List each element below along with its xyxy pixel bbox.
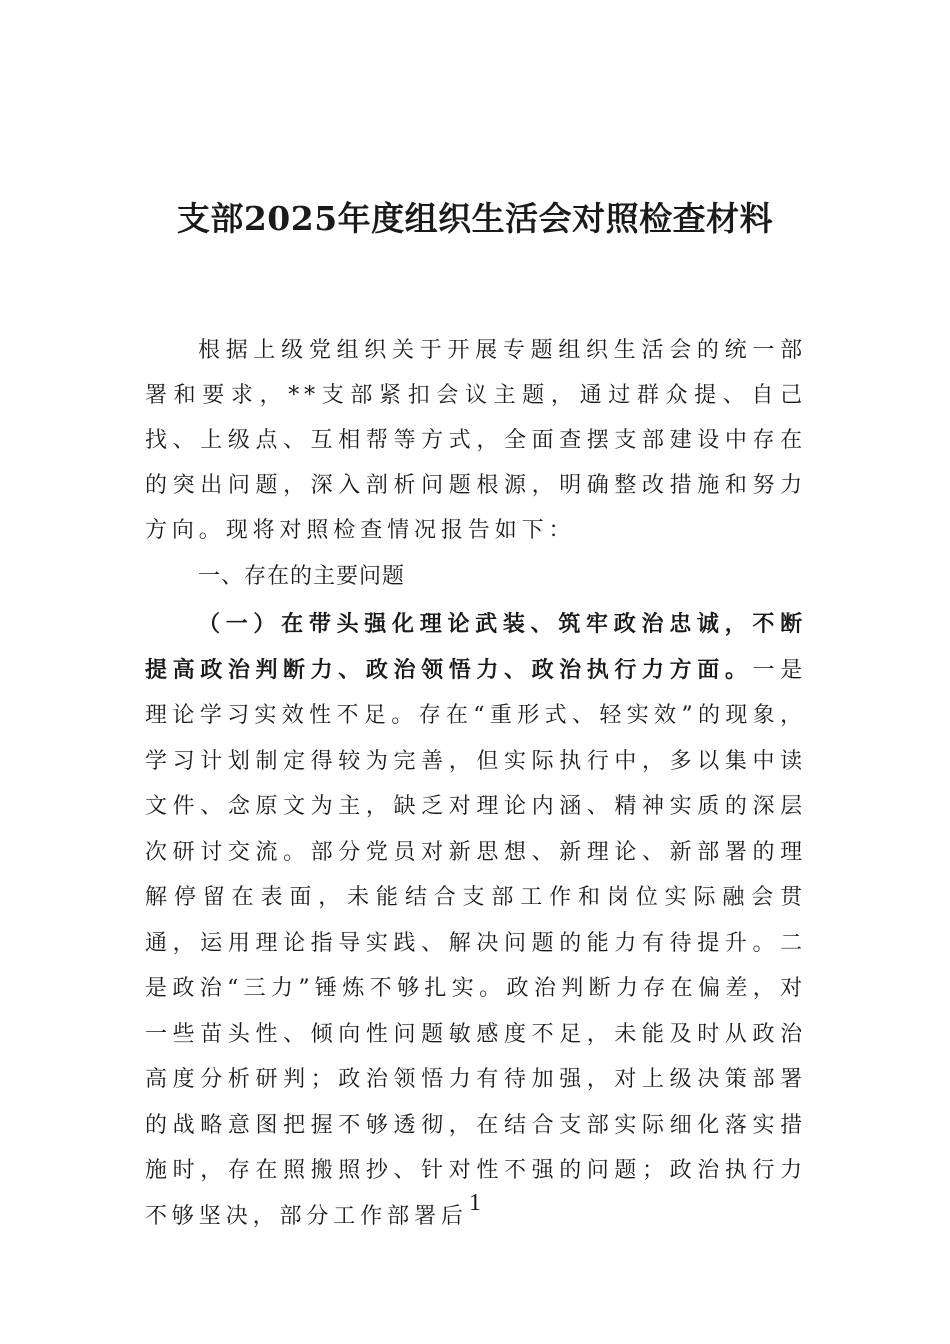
intro-paragraph: 根据上级党组织关于开展专题组织生活会的统一部署和要求，**支部紧扣会议主题，通过群众提、自己找、上级点、互相帮等方式，全面查摆支部建设中存在的突出问题，深入剖析问题根源，明确整改措施和努力方向。现将对照检查情况报告如下： bbox=[145, 338, 807, 543]
section-heading-wrap bbox=[145, 555, 807, 598]
page-number: 1 bbox=[469, 1190, 481, 1216]
document-title: 支部2025年度组织生活会对照检查材料 bbox=[176, 199, 774, 238]
subsection-body: 一是理论学习实效性不足。存在“重形式、轻实效”的现象，学习计划制定得较为完善，但实际执行中，多以集中读文件、念原文为主，缺乏对理论内涵、精神实质的深层次研讨交流。部分党员对新思想、新理论、新部署的理解停留在表面，未能结合支部工作和岗位实际融会贯通，运用理论指导实践、解决问题的能力有待提升。二是政治“三力”锤炼不够扎实。政治判断力存在偏差，对一些苗头性、倾向性问题敏感度不足，未能及时从政治高度分析研判；政治领悟力有待加强，对上级决策部署的战略意图把握不够透彻，在结合支部实际细化落实措施时，存在照搬照抄、针对性不强的问题；政治执行力不够坚决，部分工作部署后 bbox=[145, 657, 807, 1229]
subsection-lead: （一）在带头强化理论武装、筑牢政治忠诚，不断提高政治判断力、政治领悟力、政治执行力方面。 bbox=[145, 611, 807, 683]
subsection-paragraph bbox=[145, 602, 807, 1239]
document-body bbox=[145, 328, 807, 1239]
section-heading: 一、存在的主要问题 bbox=[198, 564, 406, 589]
